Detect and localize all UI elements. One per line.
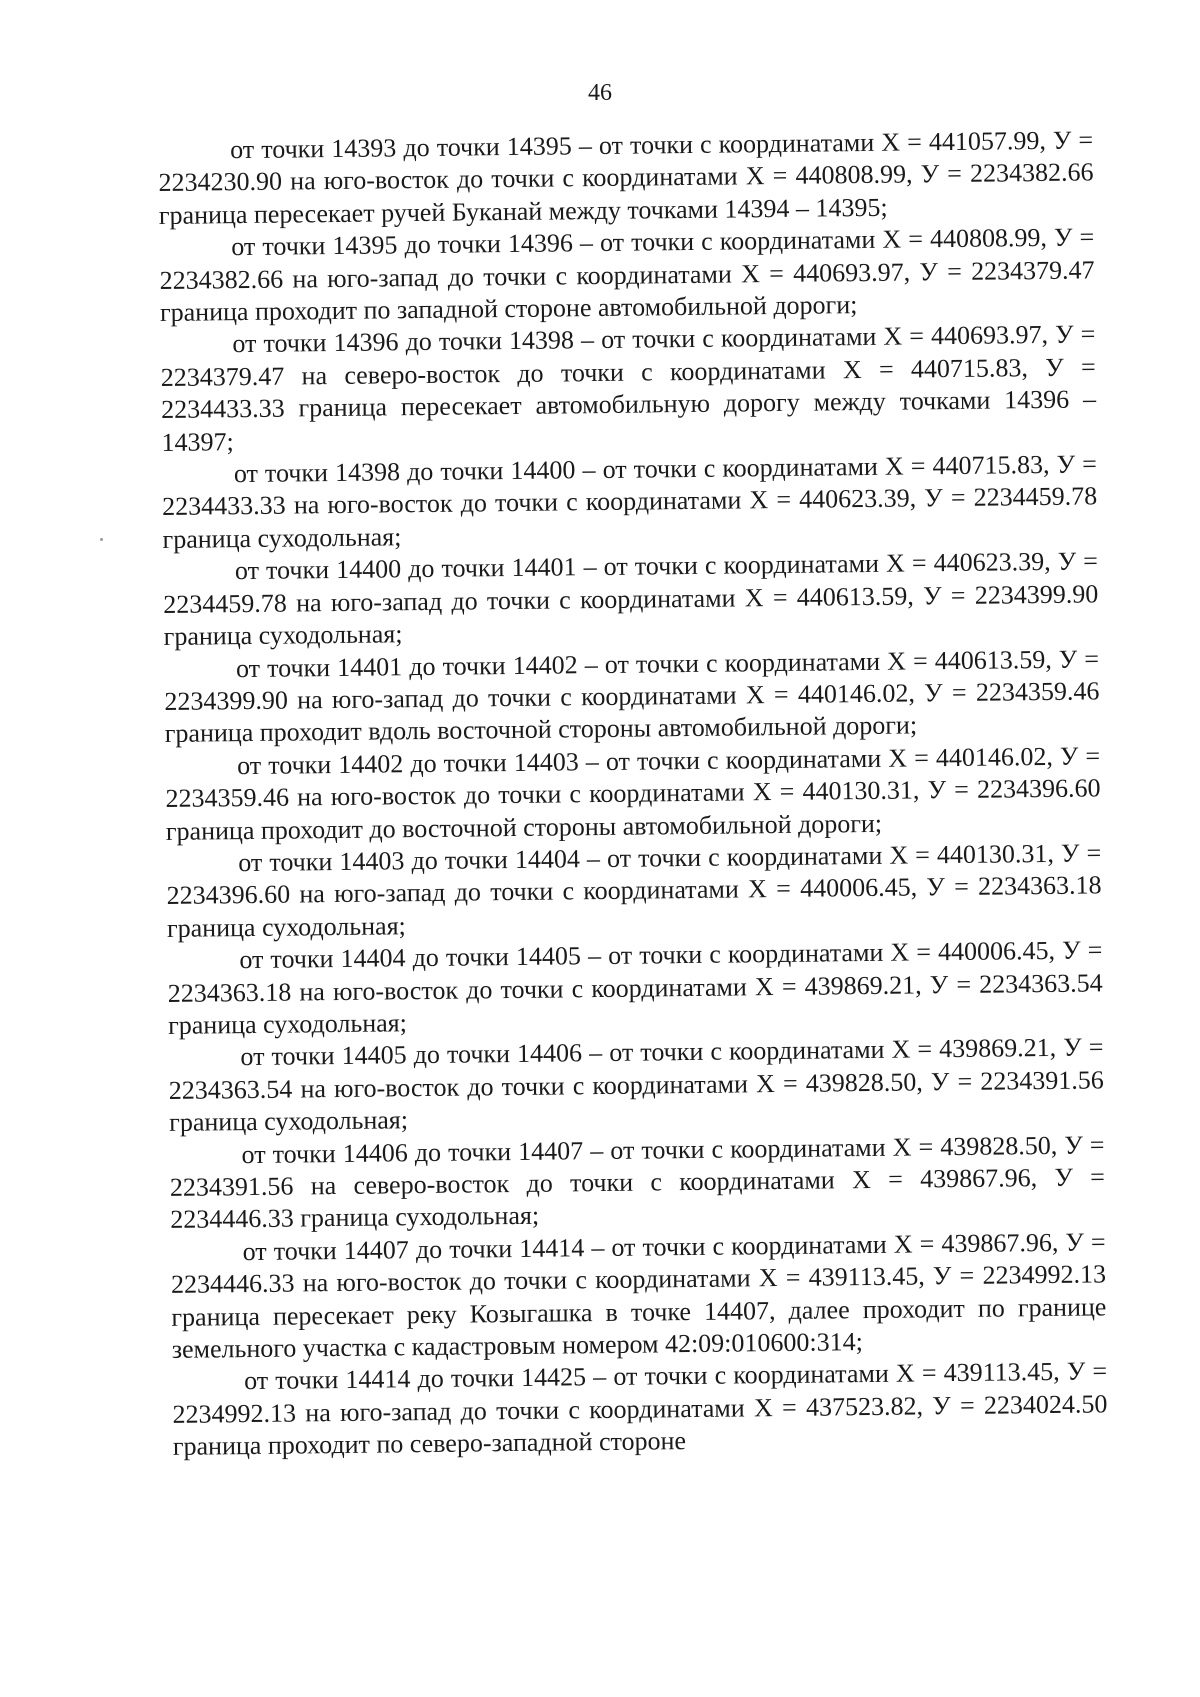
paragraph-5: от точки 14400 до точки 14401 – от точки с координатами Х = 440623.39, У = 2234459.78 на юго-запад до точки с координатами Х = 440613.59, У = 2234399.90 граница суходольная; — [163, 546, 1099, 652]
paragraph-2: от точки 14395 до точки 14396 – от точки с координатами Х = 440808.99, У = 2234382.66 на юго-запад до точки с координатами Х = 440693.97, У = 2234379.47 граница проходит по западной стороне автомобильной дороги; — [159, 222, 1095, 328]
document-body — [158, 124, 1108, 1463]
paragraph-4: от точки 14398 до точки 14400 – от точки с координатами Х = 440715.83, У = 2234433.33 на юго-восток до точки с координатами Х = 440623.39, У = 2234459.78 граница суходольная; — [162, 449, 1098, 554]
paragraph-11: от точки 14406 до точки 14407 – от точки с координатами Х = 439828.50, У = 2234391.56 на северо-восток до точки с координатами Х = 439867.96, У = 2234446.33 граница суходольная; — [169, 1129, 1106, 1235]
paragraph-9: от точки 14404 до точки 14405 – от точки с координатами Х = 440006.45, У = 2234363.18 на юго-восток до точки с координатами Х = 439869.21, У = 2234363.54 граница суходольная; — [167, 935, 1103, 1040]
paragraph-12: от точки 14407 до точки 14414 – от точки с координатами Х = 439867.96, У = 2234446.33 на юго-восток до точки с координатами Х = 439113.45, У = 2234992.13 граница пересекает реку Козыгашка в точке 14407, далее проходит по границе земельного участка с кадастровым номером 42:09:010600:314; — [170, 1227, 1107, 1364]
page-number: 46 — [588, 80, 612, 106]
paragraph-1: от точки 14393 до точки 14395 – от точки с координатами Х = 441057.99, У = 2234230.90 на юго-восток до точки с координатами Х = 440808.99, У = 2234382.66 граница пересекает ручей Буканай между точками 14394 – 14395; — [158, 125, 1094, 230]
paragraph-6: от точки 14401 до точки 14402 – от точки с координатами Х = 440613.59, У = 2234399.90 на юго-запад до точки с координатами Х = 440146.02, У = 2234359.46 граница проходит вдоль восточной стороны автомобильной дороги; — [164, 643, 1100, 749]
paragraph-7: от точки 14402 до точки 14403 – от точки с координатами Х = 440146.02, У = 2234359.46 на юго-восток до точки с координатами Х = 440130.31, У = 2234396.60 граница проходит до восточной стороны автомобильной дороги; — [165, 741, 1101, 846]
scan-speck — [100, 538, 103, 541]
paragraph-13: от точки 14414 до точки 14425 – от точки с координатами Х = 439113.45, У = 2234992.13 на юго-запад до точки с координатами Х = 437523.82, У = 2234024.50 граница проходит по северо-западной стороне — [172, 1356, 1108, 1462]
paragraph-8: от точки 14403 до точки 14404 – от точки с координатами Х = 440130.31, У = 2234396.60 на юго-запад до точки с координатами Х = 440006.45, У = 2234363.18 граница суходольная; — [166, 838, 1102, 943]
paragraph-3: от точки 14396 до точки 14398 – от точки с координатами Х = 440693.97, У = 2234379.47 на северо-восток до точки с координатами Х = 440715.83, У = 2234433.33 граница пересекает автомобильную дорогу между точками 14396 – 14397; — [160, 319, 1097, 457]
paragraph-10: от точки 14405 до точки 14406 – от точки с координатами Х = 439869.21, У = 2234363.54 на юго-восток до точки с координатами Х = 439828.50, У = 2234391.56 граница суходольная; — [168, 1032, 1104, 1138]
